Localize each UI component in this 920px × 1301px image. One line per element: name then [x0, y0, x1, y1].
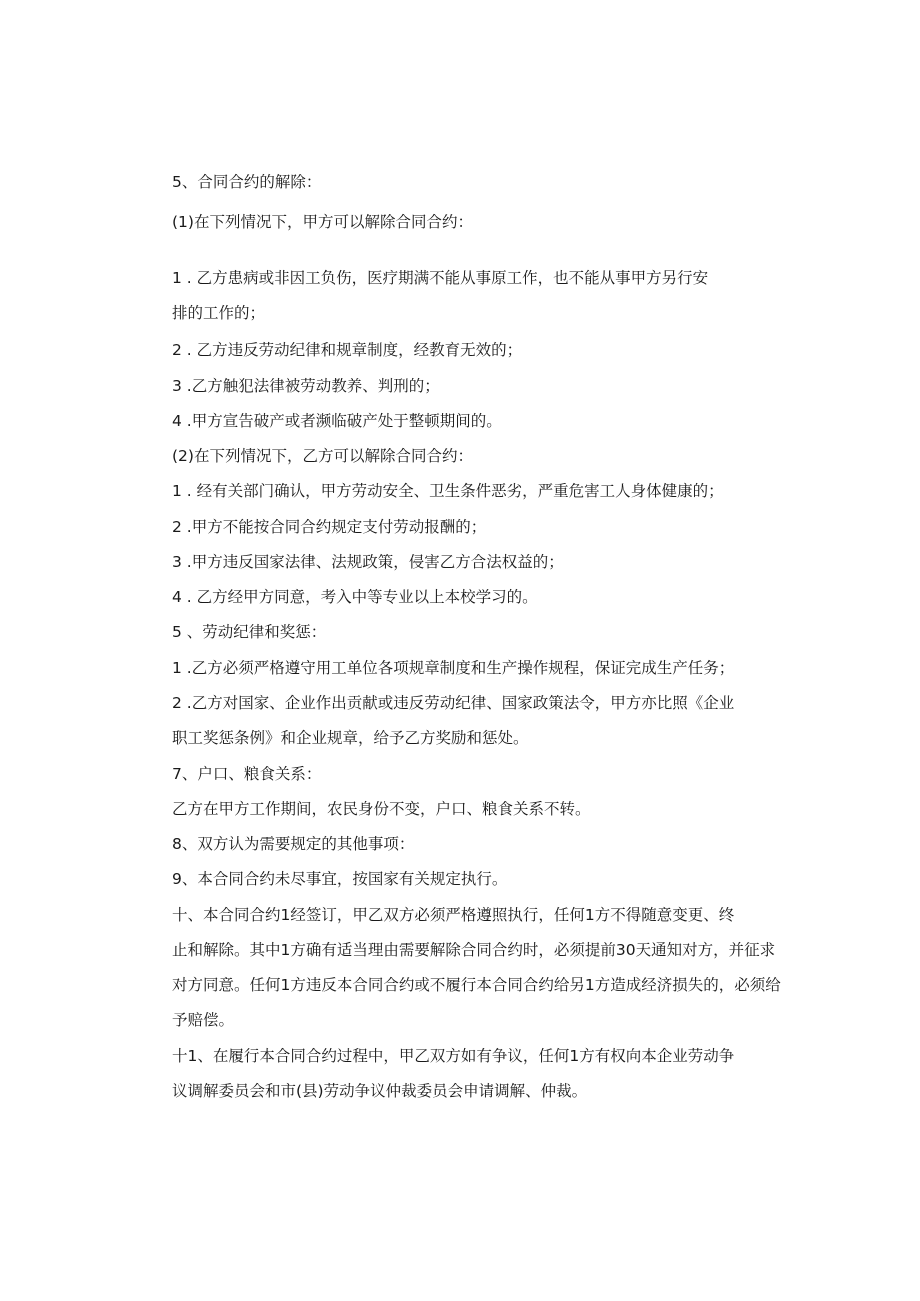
clause-item: 2 .甲方不能按合同合约规定支付劳动报酬的；: [172, 518, 487, 536]
clause-heading: (2)在下列情况下，乙方可以解除合同合约：: [172, 447, 473, 465]
clause-item: 2 .乙方对国家、企业作出贡献或违反劳动纪律、国家政策法令，甲方亦比照《企业: [172, 694, 735, 712]
paragraph-line: 十、本合同合约1经签订，甲乙双方必须严格遵照执行，任何1方不得随意变更、终: [172, 906, 735, 924]
paragraph-line: 予赔偿。: [172, 1011, 235, 1029]
paragraph-line: 对方同意。任何1方违反本合同合约或不履行本合同合约给另1方造成经济损失的，必须给: [172, 976, 781, 994]
clause-item-continuation: 职工奖惩条例》和企业规章，给予乙方奖励和惩处。: [172, 729, 529, 747]
clause-item: 3 .甲方违反国家法律、法规政策，侵害乙方合法权益的；: [172, 553, 564, 571]
clause-item-continuation: 排的工作的；: [172, 304, 266, 322]
clause-item: 3 .乙方触犯法律被劳动教养、判刑的；: [172, 377, 440, 395]
paragraph-line: 十1、在履行本合同合约过程中，甲乙双方如有争议，任何1方有权向本企业劳动争: [172, 1047, 735, 1065]
clause-heading: (1)在下列情况下，甲方可以解除合同合约：: [172, 213, 473, 231]
clause-item: 2 . 乙方违反劳动纪律和规章制度，经教育无效的；: [172, 341, 523, 359]
clause-item: 1 . 经有关部门确认，甲方劳动安全、卫生条件恶劣，严重危害工人身体健康的；: [172, 482, 724, 500]
section-heading: 9、本合同合约未尽事宜，按国家有关规定执行。: [172, 870, 508, 888]
clause-item: 1 .乙方必须严格遵守用工单位各项规章制度和生产操作规程，保证完成生产任务；: [172, 659, 735, 677]
clause-item: 4 .甲方宣告破产或者濒临破产处于整顿期间的。: [172, 412, 502, 430]
paragraph-line: 止和解除。其中1方确有适当理由需要解除合同合约时，必须提前30天通知对方，并征求: [172, 941, 776, 959]
paragraph-line: 乙方在甲方工作期间，农民身份不变，户口、粮食关系不转。: [172, 800, 591, 818]
clause-item: 1 . 乙方患病或非因工负伤，医疗期满不能从事原工作，也不能从事甲方另行安: [172, 269, 709, 287]
section-heading: 5 、劳动纪律和奖惩：: [172, 623, 327, 641]
section-heading: 7、户口、粮食关系：: [172, 765, 322, 783]
paragraph-line: 议调解委员会和市(县)劳动争议仲裁委员会申请调解、仲裁。: [172, 1082, 588, 1100]
section-heading: 5、合同合约的解除：: [172, 173, 322, 191]
clause-item: 4 . 乙方经甲方同意，考入中等专业以上本校学习的。: [172, 588, 538, 606]
section-heading: 8、双方认为需要规定的其他事项：: [172, 835, 415, 853]
